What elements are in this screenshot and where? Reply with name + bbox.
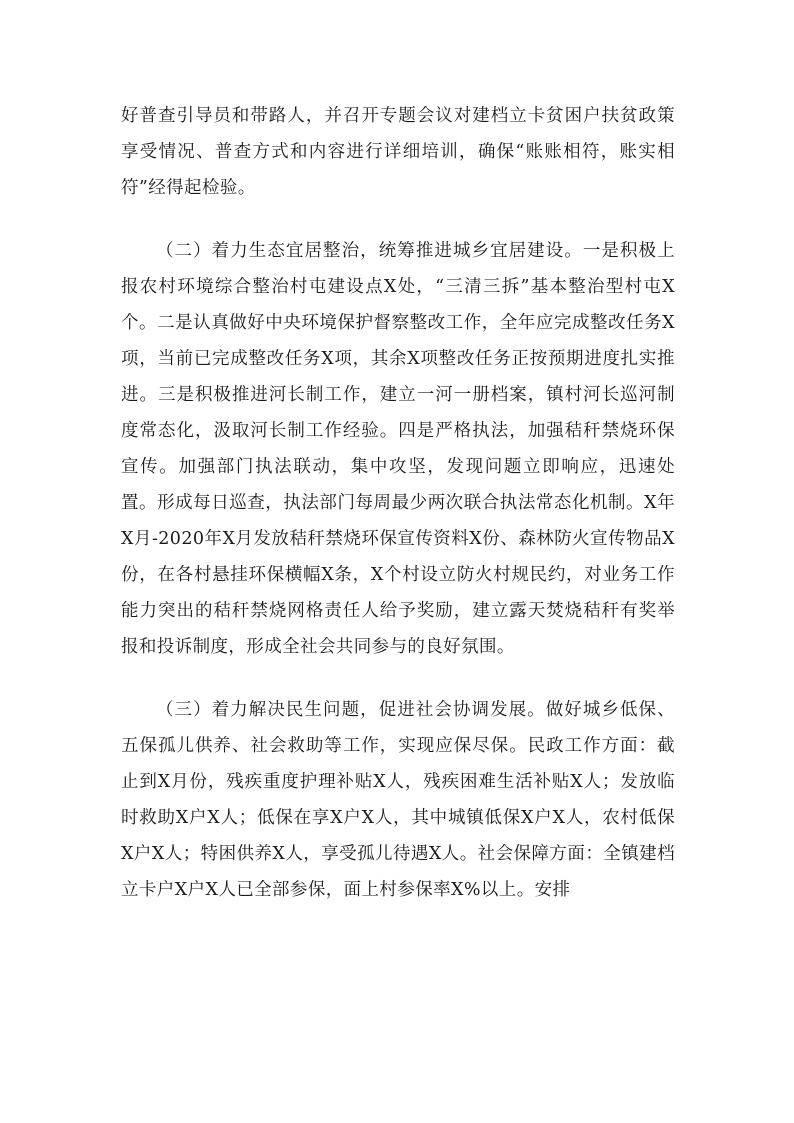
document-page [121,98,675,908]
paragraph-poverty-census: 好普查引导员和带路人，并召开专题会议对建档立卡贫困户扶贫政策享受情况、普查方式和内容进行详细培训，确保“账账相符，账实相符”经得起检验。 [121,106,675,198]
paragraph-ecological-livability: （二）着力生态宜居整治，统筹推进城乡宜居建设。一是积极上报农村环境综合整治村屯建设点X处，“三清三拆”基本整治型村屯X个。二是认真做好中央环境保护督察整改工作，全年应完成整改任务X项，当前已完成整改任务X项，其余X项整改任务正按预期进度扎实推进。三是积极推进河长制工作，建立一河一册档案，镇村河长巡河制度常态化，汲取河长制工作经验。四是严格执法，加强秸秆禁烧环保宣传。加强部门执法联动，集中攻坚，发现问题立即响应，迅速处置。形成每日巡查，执法部门每周最少两次联合执法常态化机制。X年X月-2020年X月发放秸秆禁烧环保宣传资料X份、森林防火宣传物品X份，在各村悬挂环保横幅X条，X个村设立防火村规民约，对业务工作能力突出的秸秆禁烧网格责任人给予奖励，建立露天焚烧秸秆有奖举报和投诉制度，形成全社会共同参与的良好氛围。 [121,241,675,657]
paragraph-livelihood-issues: （三）着力解决民生问题，促进社会协调发展。做好城乡低保、五保孤儿供养、社会救助等工作，实现应保尽保。民政工作方面：截止到X月份，残疾重度护理补贴X人，残疾困难生活补贴X人；发放临时救助X户X人；低保在享X户X人，其中城镇低保X户X人，农村低保X户X人；特困供养X人，享受孤儿待遇X人。社会保障方面：全镇建档立卡户X户X人已全部参保，面上村参保率X%以上。安排 [121,700,675,900]
